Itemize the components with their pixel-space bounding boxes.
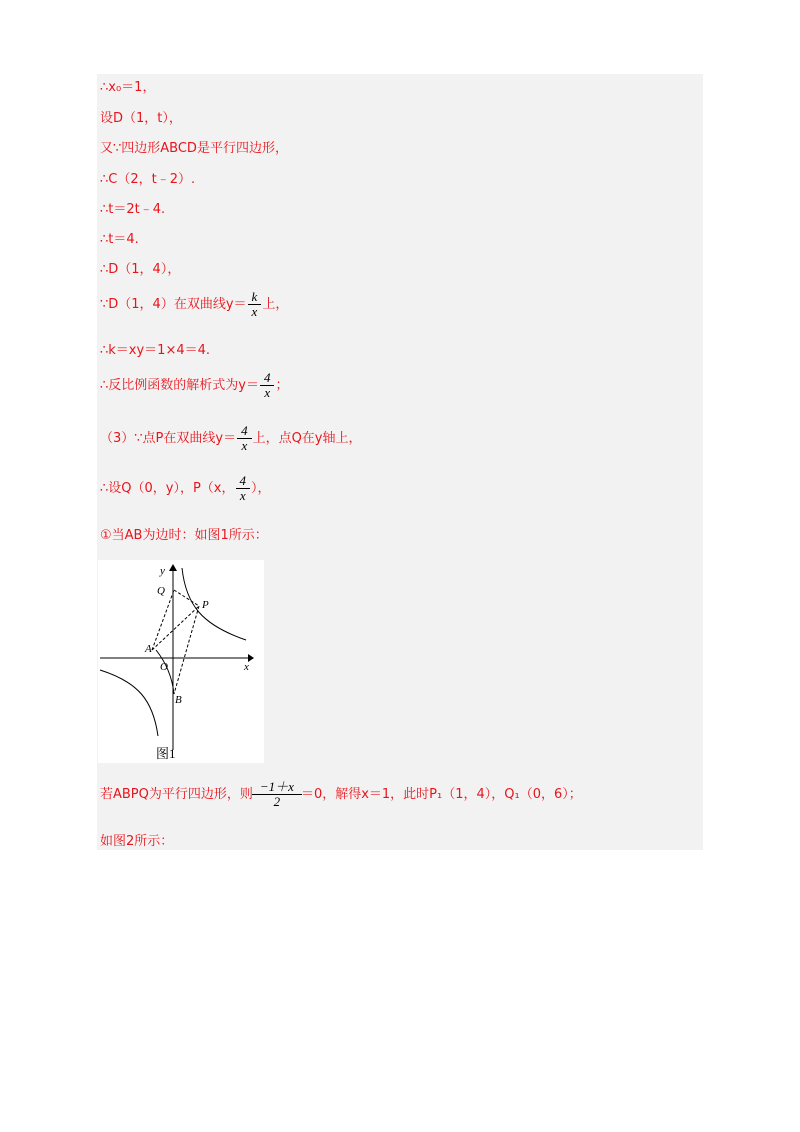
line11-prefix: （3）∵点P在双曲线y＝ <box>100 430 237 446</box>
figure-1-graph <box>98 560 264 763</box>
fraction-denominator: x <box>260 385 275 400</box>
text-line-3: 又∵四边形ABCD是平行四边形， <box>100 141 288 156</box>
text-line-11 <box>100 424 362 453</box>
label-o: O <box>160 661 168 673</box>
text-line-10 <box>100 371 288 400</box>
fraction-numerator: k <box>251 289 258 304</box>
fraction-denominator: x <box>248 304 262 319</box>
text-line-12 <box>100 474 271 503</box>
figure-1 <box>98 560 264 763</box>
fraction-denominator: 2 <box>252 794 302 809</box>
label-q: Q <box>157 585 165 597</box>
fraction-denominator: x <box>236 488 251 503</box>
text-line-9: ∴k＝xy＝1×4＝4. <box>100 343 211 358</box>
line12-prefix: ∴设Q（0，y），P（x， <box>100 480 235 496</box>
fraction-numerator: 4 <box>263 370 271 385</box>
line10-prefix: ∴反比例函数的解析式为y＝ <box>100 377 259 393</box>
text-line-6: ∴t＝4. <box>100 232 139 247</box>
fraction-numerator: 4 <box>239 473 247 488</box>
hyperbola-branch-upper <box>182 568 246 640</box>
text-line-8 <box>100 290 288 319</box>
text-line-1: ∴x₀＝1， <box>100 80 156 95</box>
segment-pb <box>174 606 199 694</box>
label-p: P <box>202 599 209 611</box>
line8-prefix: ∵D（1，4）在双曲线y＝ <box>100 296 247 312</box>
line14-suffix: ＝0，解得x＝1，此时P₁（1，4），Q₁（0，6）； <box>300 786 582 802</box>
line12-suffix: ）， <box>251 480 271 496</box>
text-line-5: ∴t＝2t﹣4. <box>100 202 166 217</box>
label-b: B <box>175 694 182 706</box>
fraction-minus1-plus-x-over-2 <box>256 780 298 809</box>
text-line-13: ①当AB为边时：如图1所示： <box>100 528 268 543</box>
line10-suffix: ； <box>275 377 289 393</box>
fraction-k-over-x <box>250 290 260 319</box>
line14-prefix: 若ABPQ为平行四边形，则 <box>100 786 253 802</box>
text-line-15: 如图2所示： <box>100 834 174 849</box>
fraction-4-over-x <box>239 424 250 453</box>
line11-suffix: 上，点Q在y轴上， <box>252 430 362 446</box>
text-line-14 <box>100 780 582 809</box>
label-a: A <box>145 643 152 655</box>
line8-suffix: 上， <box>262 296 289 312</box>
text-line-2: 设D（1，t）， <box>100 111 182 126</box>
label-x: x <box>244 661 249 673</box>
segment-qp <box>174 590 199 606</box>
label-y: y <box>160 565 165 577</box>
fraction-4-over-x <box>262 371 273 400</box>
fraction-numerator: 4 <box>241 423 248 438</box>
segment-ap <box>152 606 199 650</box>
text-line-7: ∴D（1，4）， <box>100 262 181 277</box>
hyperbola-branch-lower <box>100 670 158 736</box>
fraction-4-over-x <box>238 474 249 503</box>
y-axis-arrow <box>169 564 177 571</box>
figure-caption: 图1 <box>156 746 176 761</box>
segment-aq <box>152 590 174 650</box>
fraction-numerator: −1＋x <box>259 779 294 794</box>
text-line-4: ∴C（2，t﹣2）. <box>100 172 196 187</box>
fraction-denominator: x <box>237 438 252 453</box>
x-axis-arrow <box>248 654 254 662</box>
